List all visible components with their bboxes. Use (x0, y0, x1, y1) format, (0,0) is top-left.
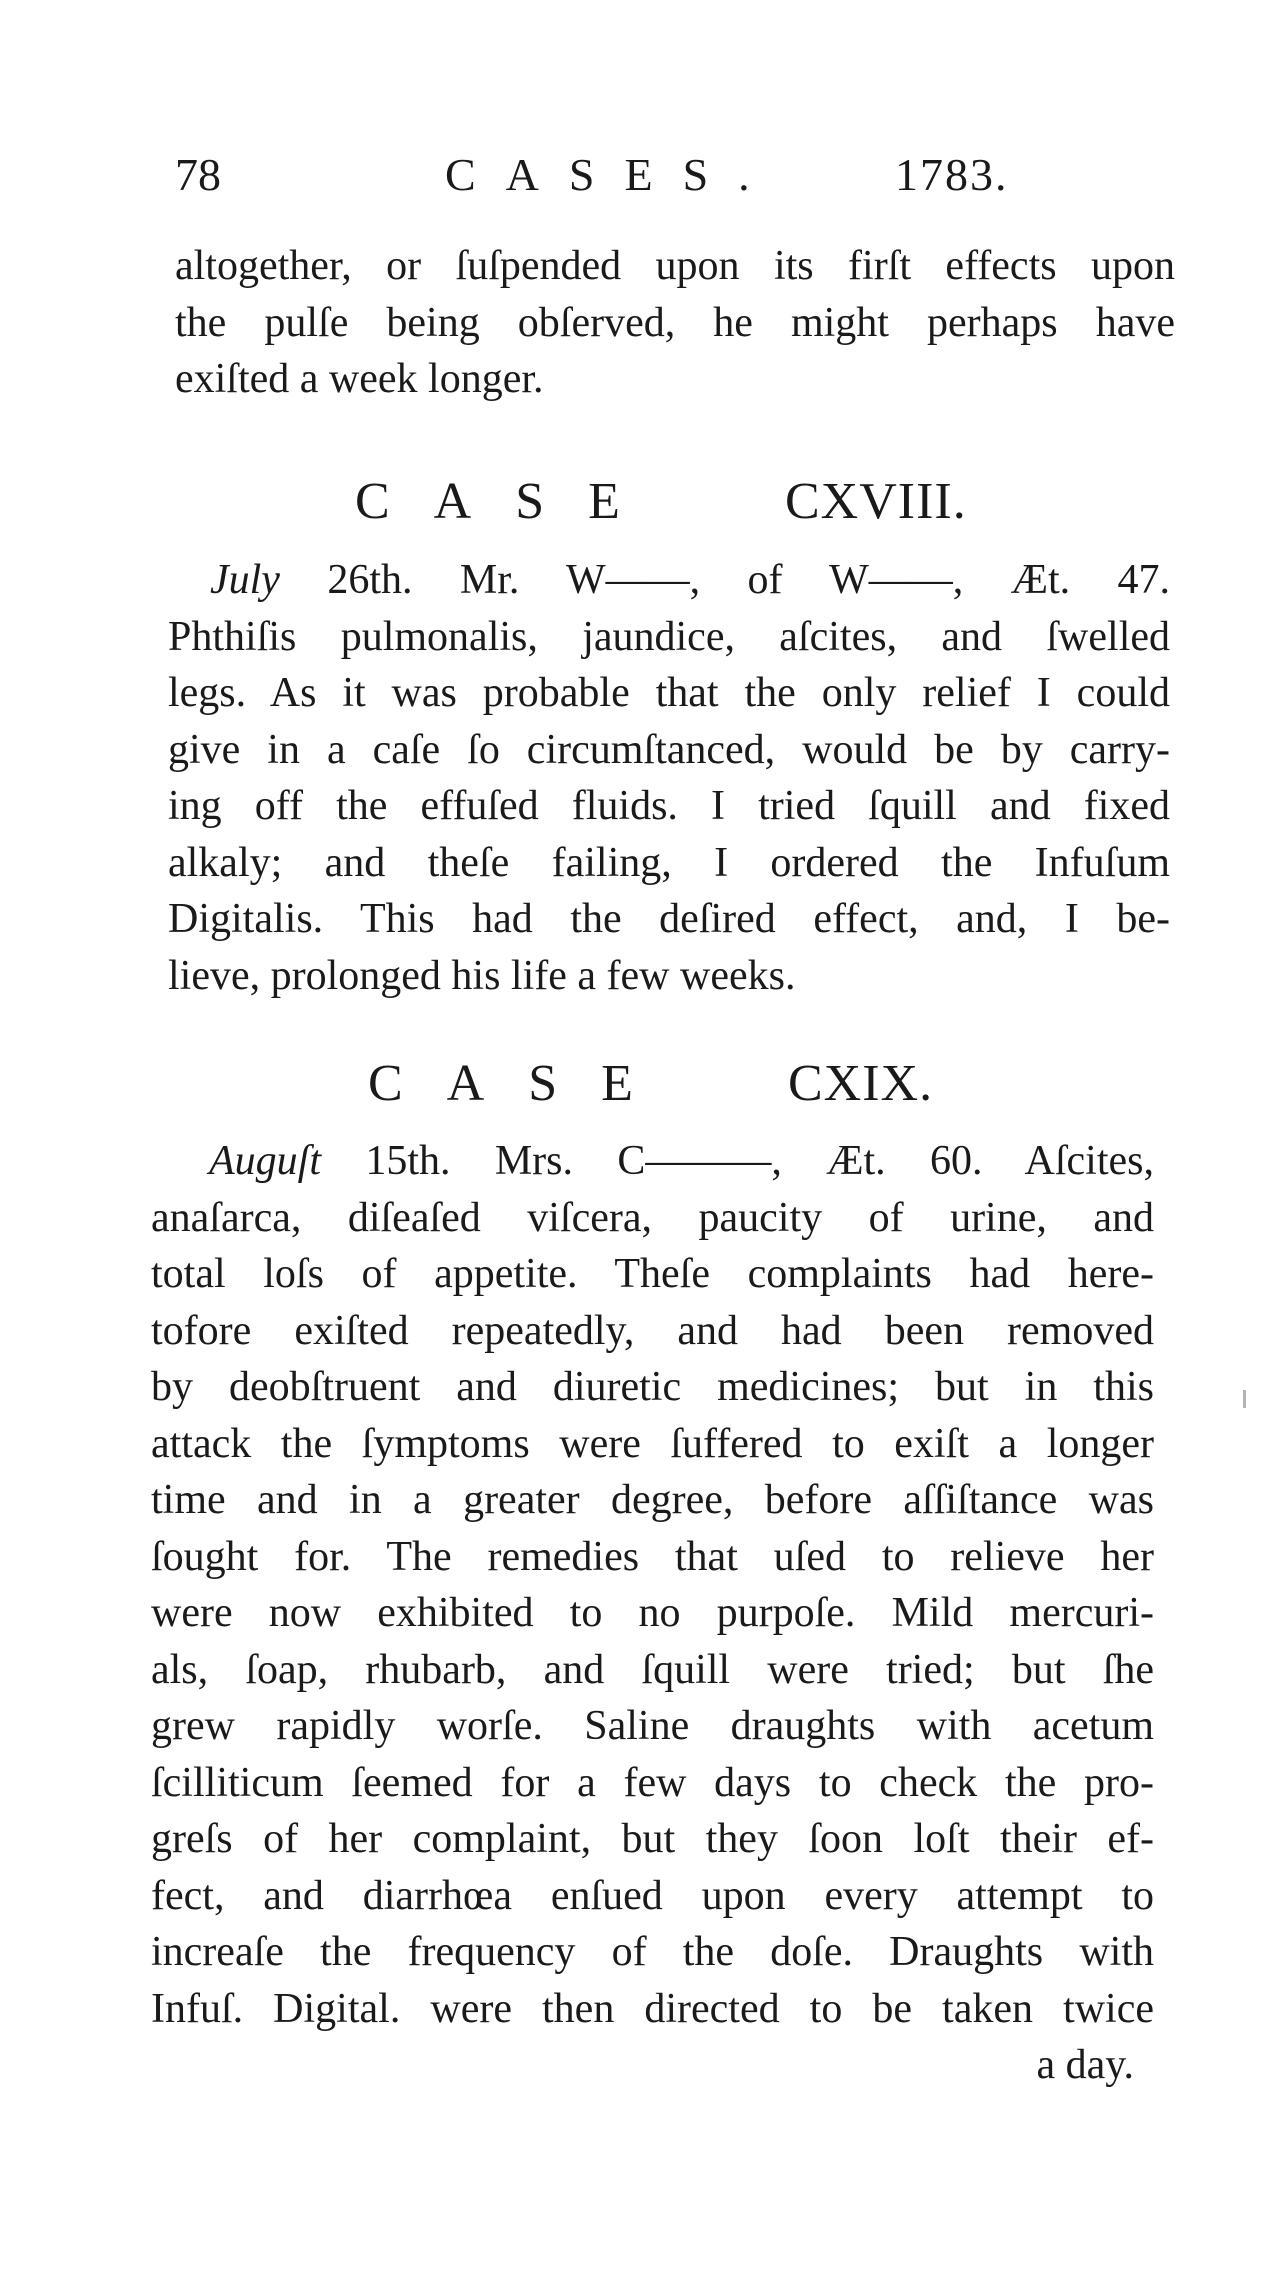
text-line: Phthiſis pulmonalis, jaundice, aſcites, and ſwelled (168, 613, 1170, 660)
text-line: ſought for. The remedies that uſed to relieve her (151, 1533, 1154, 1580)
text-line: anaſarca, diſeaſed viſcera, paucity of urine, and (151, 1194, 1154, 1241)
case-heading-number: CXIX. (788, 1055, 934, 1112)
text-line: increaſe the frequency of the doſe. Draughts with (151, 1929, 1154, 1975)
case-heading (368, 1054, 1068, 1114)
text-line (151, 1133, 1154, 1190)
text-line: Digitalis. This had the deſired effect, and, I be- (168, 896, 1170, 942)
case-heading-word: CASE (355, 473, 664, 530)
text-line (168, 552, 1170, 609)
case-date-month: Auguſt (209, 1138, 321, 1184)
text-line: lieve, prolonged his life a few weeks. (168, 952, 796, 999)
text-line: attack the ſymptoms were ſuffered to exiſt a longer (151, 1420, 1154, 1467)
text-line: greſs of her complaint, but they ſoon loſt their ef- (151, 1816, 1154, 1862)
text-line: by deobſtruent and diuretic medicines; but in this (151, 1364, 1154, 1410)
case-paragraph (151, 1133, 1154, 2094)
case-heading (355, 472, 1055, 532)
running-year: 1783. (895, 149, 1009, 200)
case-date-month: July (210, 557, 280, 603)
case-first-line: 15th. Mrs. C———, Æt. 60. Aſcites, (321, 1138, 1154, 1184)
case-paragraph (168, 552, 1170, 1004)
margin-mark (1243, 1390, 1246, 1408)
case-heading-word: CASE (368, 1055, 677, 1112)
text-line: ing off the effuſed fluids. I tried ſquill and fixed (168, 783, 1170, 829)
page-number: 78 (175, 149, 221, 200)
text-line: alkaly; and theſe failing, I ordered the Infuſum (168, 839, 1170, 886)
case-heading-number: CXVIII. (785, 473, 967, 530)
text-line: give in a caſe ſo circumſtanced, would be by carry- (168, 726, 1170, 773)
running-title: CASES. (445, 149, 780, 200)
text-line: tofore exiſted repeatedly, and had been removed (151, 1307, 1154, 1354)
text-line: fect, and diarrhœa enſued upon every attempt to (151, 1872, 1154, 1919)
text-line: grew rapidly worſe. Saline draughts with acetum (151, 1703, 1154, 1749)
text-line: legs. As it was probable that the only relief I could (168, 670, 1170, 716)
text-line: were now exhibited to no purpoſe. Mild mercuri- (151, 1590, 1154, 1636)
text-line: altogether, or ſuſpended upon its firſt effects upon (175, 243, 1175, 289)
running-head (175, 148, 1045, 208)
text-line: total loſs of appetite. Theſe complaints had here- (151, 1251, 1154, 1297)
text-line: the pulſe being obſerved, he might perhaps have (175, 299, 1175, 346)
text-line: time and in a greater degree, before aſſiſtance was (151, 1477, 1154, 1523)
catchword: a day. (1036, 2042, 1134, 2088)
text-line: exiſted a week longer. (175, 356, 544, 402)
text-line: ſcilliticum ſeemed for a few days to check the pro- (151, 1759, 1154, 1806)
text-line: als, ſoap, rhubarb, and ſquill were tried; but ſhe (151, 1646, 1154, 1693)
continuation-paragraph (175, 238, 1175, 408)
text-line: Infuſ. Digital. were then directed to be taken twice (151, 1985, 1154, 2032)
case-first-line: 26th. Mr. W——, of W——, Æt. 47. (279, 557, 1170, 603)
